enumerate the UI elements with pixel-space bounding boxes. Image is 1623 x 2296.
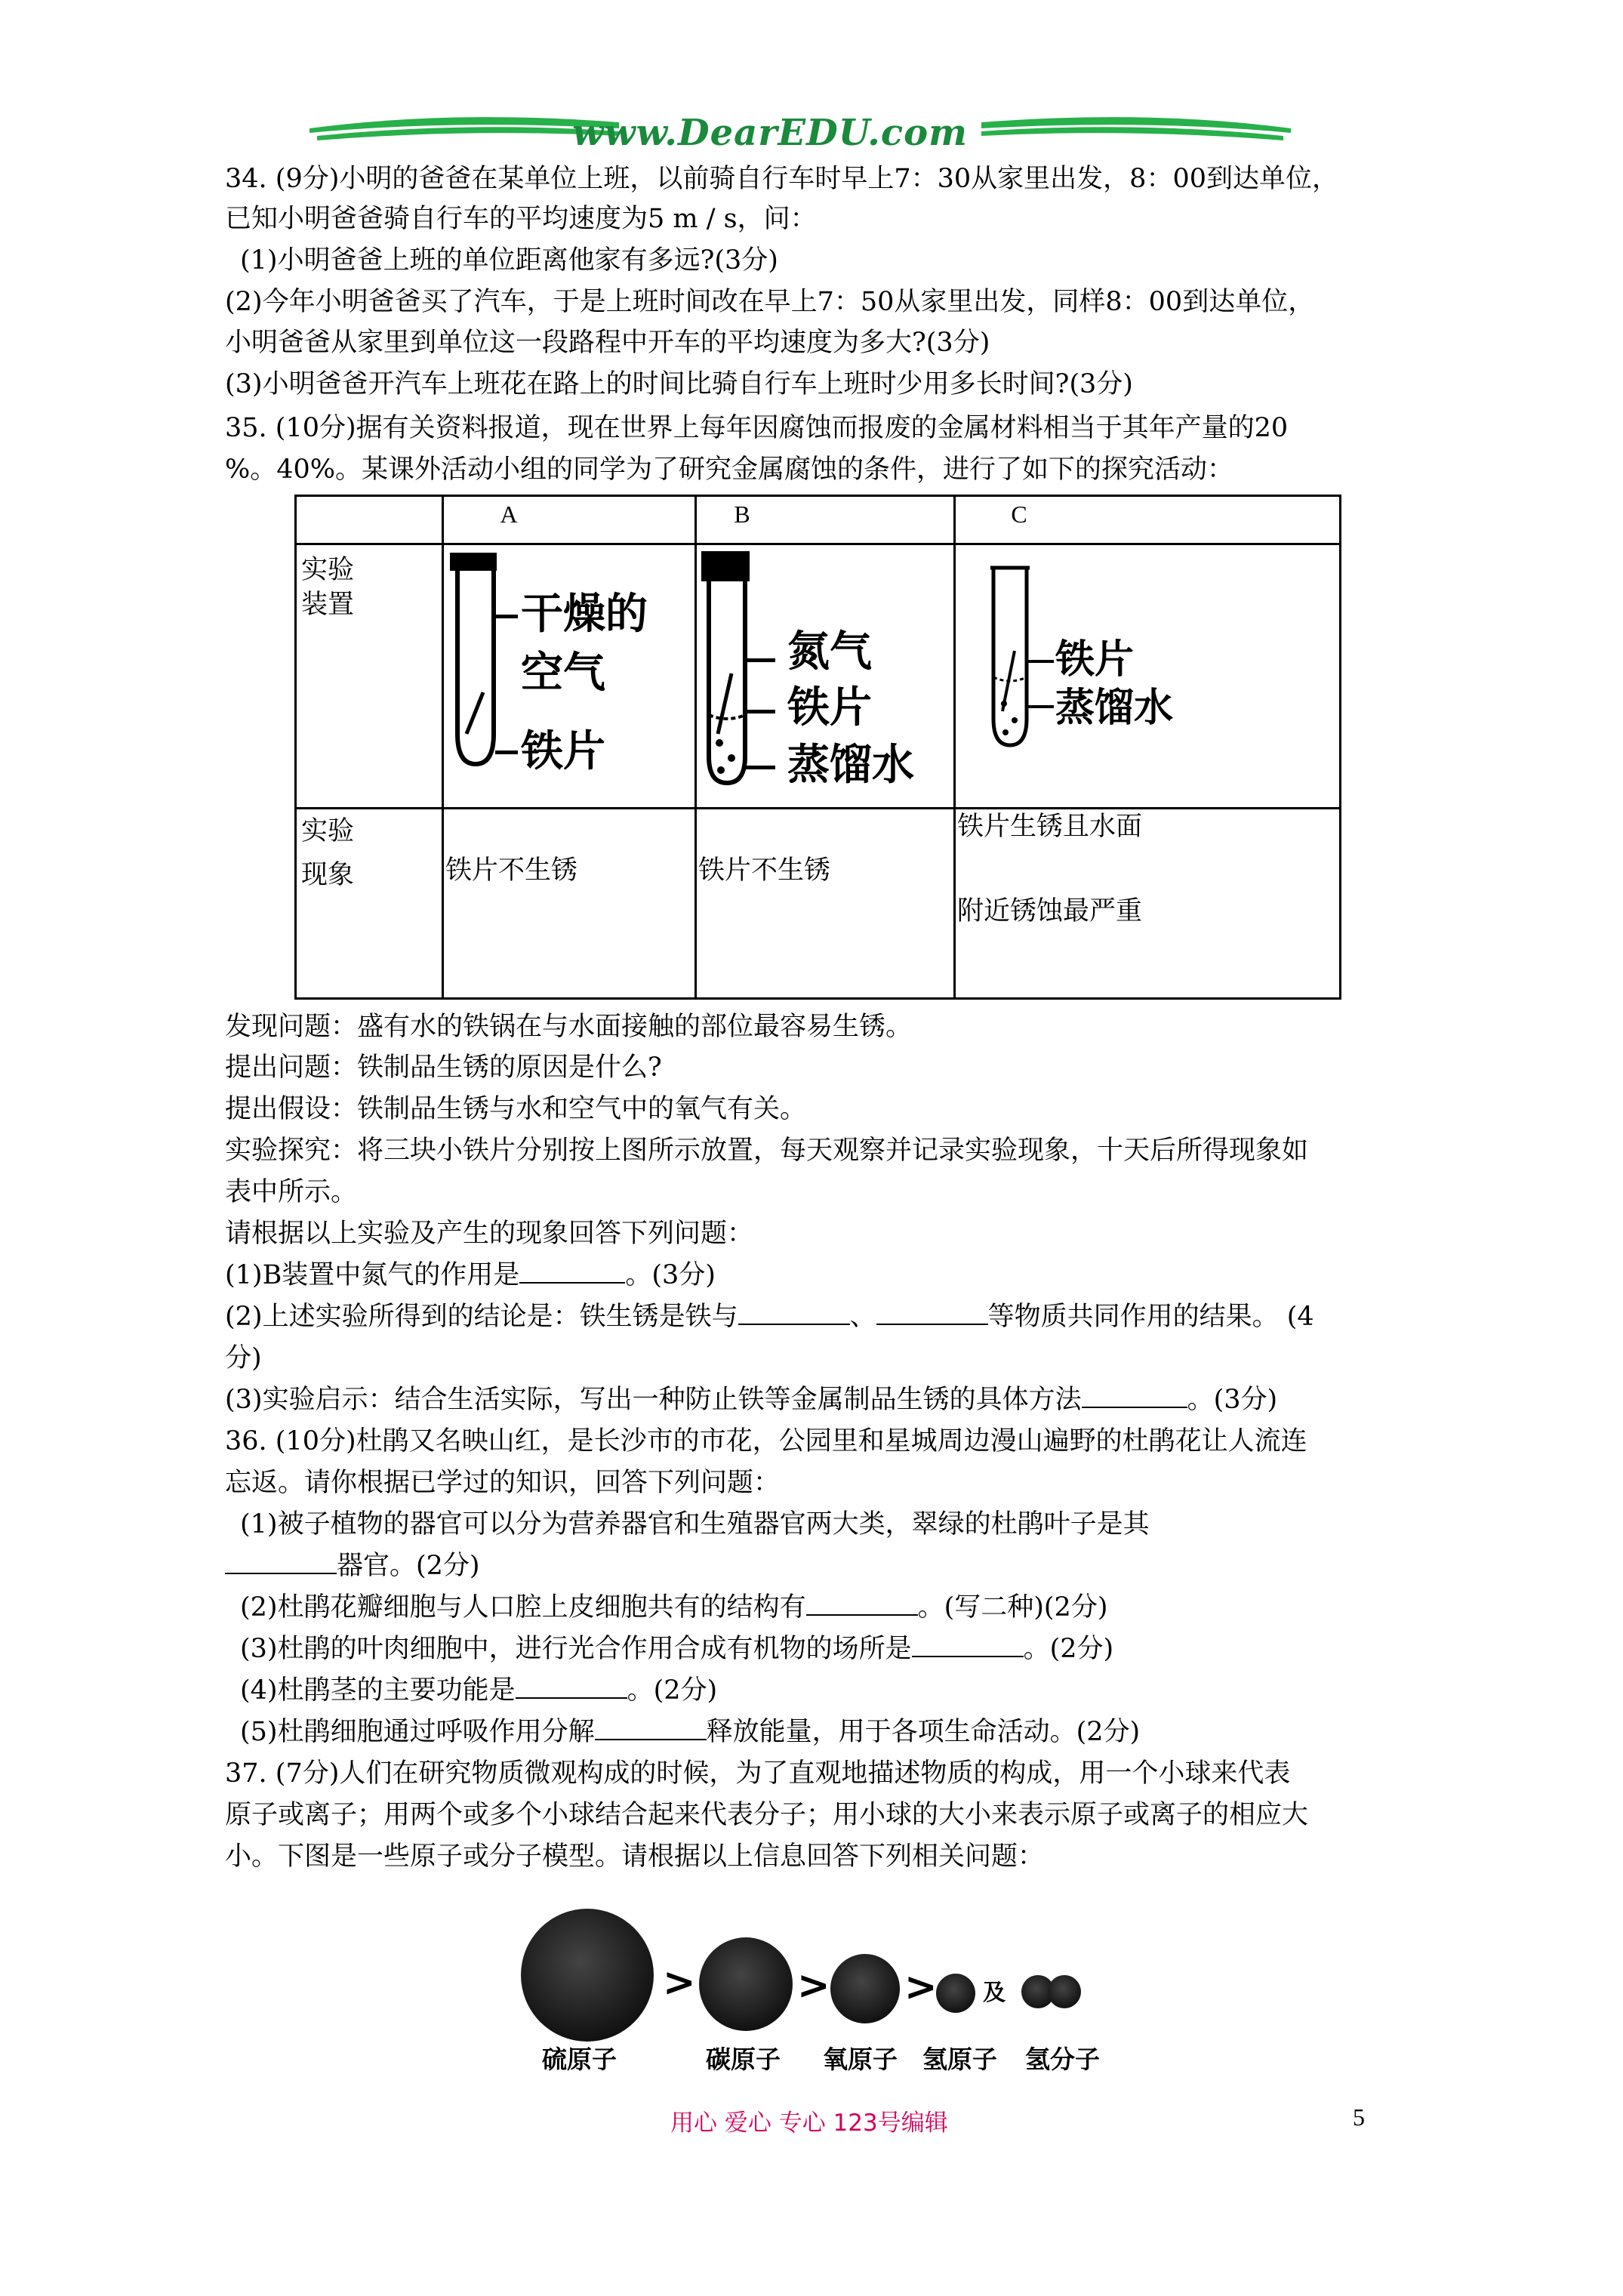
page-number: 5 [1353, 2103, 1365, 2131]
table-corner [296, 496, 443, 544]
answer-blank[interactable] [225, 1550, 337, 1574]
answer-blank[interactable] [595, 1716, 707, 1740]
greater-than-2: > [797, 1963, 830, 2008]
apparatus-c [955, 544, 1341, 809]
tube-c-label-2: 蒸馏水 [1055, 686, 1174, 731]
q36-sub-5: (5)杜鹃细胞通过呼吸作用分解 释放能量，用于各项生命活动。(2分) [240, 1717, 1141, 1747]
answer-blank[interactable] [516, 1675, 627, 1699]
tube-a-label-1: 干燥的 [521, 590, 648, 639]
answer-blank[interactable] [1082, 1384, 1187, 1408]
q35-sub-2: (2)上述实验所得到的结论是：铁生锈是铁与 、 等物质共同作用的结果。 (4 [225, 1302, 1314, 1332]
test-tube-b-icon [698, 545, 759, 787]
q37-line-3: 小。下图是一些原子或分子模型。请根据以上信息回答下列相关问题： [225, 1841, 1045, 1872]
q35-sub-3: (3)实验启示：结合生活实际，写出一种防止铁等金属制品生锈的具体方法 。(3分) [225, 1385, 1278, 1415]
q34-line-3: (1)小明爸爸上班的单位距离他家有多远?(3分) [240, 245, 778, 276]
label-sulfur-atom: 硫原子 [542, 2045, 617, 2074]
q36-sub-1-cont: 器官。(2分) [225, 1549, 480, 1583]
q36-sub-3: (3)杜鹃的叶肉细胞中，进行光合作用合成有机物的场所是 。(2分) [240, 1634, 1114, 1664]
result-b: 铁片不生锈 [696, 809, 955, 999]
test-tube-a-icon [444, 545, 512, 772]
tube-a-label-2: 空气 [521, 649, 605, 698]
tube-b-label-3: 蒸馏水 [787, 741, 914, 790]
oxygen-atom-ball [830, 1954, 900, 2023]
col-header-b: B [696, 496, 955, 544]
result-a: 铁片不生锈 [443, 809, 696, 999]
greater-than-1: > [663, 1960, 696, 2005]
footer-text: 用心 爱心 专心 123号编辑 [670, 2110, 948, 2137]
experiment-table [294, 495, 1341, 1000]
greater-than-3: > [904, 1965, 938, 2010]
q36-sub-4: (4)杜鹃茎的主要功能是 。(2分) [240, 1675, 718, 1706]
result-c: 铁片生锈且水面 附近锈蚀最严重 [955, 809, 1341, 999]
and-label: 及 [983, 1980, 1006, 2006]
q35-sub-2-cont: 分) [225, 1343, 262, 1373]
q37-line-1: 37. (7分)人们在研究物质微观构成的时候，为了直观地描述物质的构成，用一个小球来代表 [225, 1758, 1291, 1789]
tube-c-label-1: 铁片 [1055, 637, 1135, 683]
q35-ask: 提出问题：铁制品生锈的原因是什么? [225, 1052, 662, 1083]
test-tube-c-icon [984, 560, 1037, 757]
q35-sub-1: (1)B装置中氮气的作用是 。(3分) [225, 1260, 716, 1290]
col-header-a: A [443, 496, 696, 544]
tube-a-label-3: 铁片 [521, 727, 605, 776]
q35-line-2: %。40%。某课外活动小组的同学为了研究金属腐蚀的条件，进行了如下的探究活动： [225, 455, 1234, 485]
answer-blank[interactable] [519, 1259, 625, 1284]
q36-sub-1: (1)被子植物的器官可以分为营养器官和生殖器官两大类，翠绿的杜鹃叶子是其 [240, 1509, 1150, 1539]
answer-blank[interactable] [876, 1301, 988, 1325]
row-header-apparatus: 实验 装置 [296, 544, 443, 809]
hydrogen-atom-ball [936, 1974, 975, 2013]
q36-line-1: 36. (10分)杜鹃又名映山红，是长沙市的市花，公园里和星城周边漫山遍野的杜鹃花让人流连 [225, 1426, 1307, 1456]
q34-line-6: (3)小明爸爸开汽车上班花在路上的时间比骑自行车上班时少用多长时间?(3分) [225, 369, 1133, 399]
tube-b-label-2: 铁片 [787, 683, 872, 732]
answer-blank[interactable] [738, 1301, 850, 1325]
label-hydrogen-atom: 氢原子 [922, 2045, 997, 2074]
q34-line-4: (2)今年小明爸爸买了汽车，于是上班时间改在早上7：50从家里出发，同样8：00到达单位， [225, 287, 1315, 317]
tube-b-label-1: 氮气 [787, 627, 872, 676]
answer-blank[interactable] [806, 1592, 918, 1616]
hydrogen-molecule-ball-2 [1048, 1975, 1081, 2008]
q34-line-2: 已知小明爸爸骑自行车的平均速度为5 m / s，问： [225, 204, 817, 234]
col-header-c: C [955, 496, 1341, 544]
label-carbon-atom: 碳原子 [706, 2045, 781, 2074]
answer-blank[interactable] [912, 1633, 1024, 1657]
apparatus-a [443, 544, 696, 809]
carbon-atom-ball [699, 1937, 793, 2031]
q35-hypothesis: 提出假设：铁制品生锈与水和空气中的氧气有关。 [225, 1094, 807, 1124]
label-hydrogen-molecule: 氢分子 [1025, 2045, 1100, 2074]
sulfur-atom-ball [521, 1909, 654, 2042]
q37-line-2: 原子或离子；用两个或多个小球结合起来代表分子；用小球的大小来表示原子或离子的相应大 [225, 1800, 1309, 1830]
apparatus-b [696, 544, 955, 809]
q35-line-1: 35. (10分)据有关资料报道，现在世界上每年因腐蚀而报废的金属材料相当于其年产量的20 [225, 413, 1289, 443]
row-header-phenomenon: 实验 现象 [296, 809, 443, 999]
q35-please: 请根据以上实验及产生的现象回答下列问题： [225, 1219, 754, 1249]
q35-discover: 发现问题：盛有水的铁锅在与水面接触的部位最容易生锈。 [225, 1012, 913, 1042]
q35-explore-1: 实验探究：将三块小铁片分别按上图所示放置，每天观察并记录实验现象，十天后所得现象如 [225, 1136, 1309, 1166]
q34-line-1: 34. (9分)小明的爸爸在某单位上班，以前骑自行车时早上7：30从家里出发，8：00到达单位， [225, 164, 1338, 194]
q35-explore-2: 表中所示。 [225, 1177, 358, 1207]
q34-line-5: 小明爸爸从家里到单位这一段路程中开车的平均速度为多大?(3分) [225, 328, 990, 358]
label-oxygen-atom: 氧原子 [823, 2045, 898, 2074]
site-logo: www.DearEDU.com [572, 112, 968, 154]
q36-line-2: 忘返。请你根据已学过的知识，回答下列问题： [225, 1468, 781, 1498]
q36-sub-2: (2)杜鹃花瓣细胞与人口腔上皮细胞共有的结构有 。(写二种)(2分) [240, 1592, 1108, 1623]
